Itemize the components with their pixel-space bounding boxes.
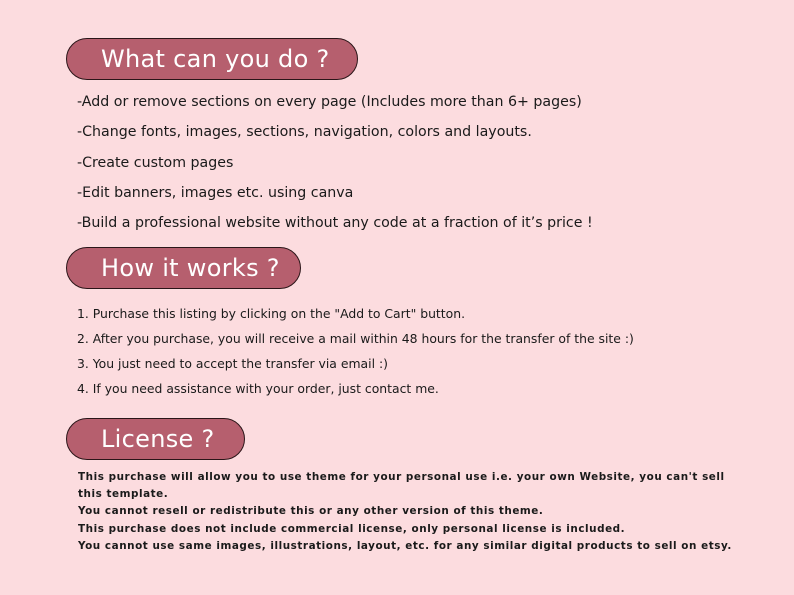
what-can-you-do-heading — [66, 38, 358, 80]
license-line: This purchase does not include commercial license, only personal license is included. — [78, 522, 626, 535]
license-heading — [66, 418, 245, 460]
license-line: This purchase will allow you to use theme for your personal use i.e. your own Website, you can't sell this template. — [78, 471, 725, 501]
how-it-works-heading-text: How it works ? — [101, 254, 280, 282]
what-can-you-do-list — [77, 91, 593, 242]
license-line: You cannot resell or redistribute this or any other version of this theme. — [78, 505, 544, 518]
list-item: -Create custom pages — [77, 154, 234, 171]
list-item: 2. After you purchase, you will receive a mail within 48 hours for the transfer of the site :) — [77, 331, 634, 346]
list-item: -Build a professional website without any code at a fraction of it’s price ! — [77, 215, 593, 232]
list-item: 1. Purchase this listing by clicking on the "Add to Cart" button. — [77, 306, 466, 321]
list-item: 3. You just need to accept the transfer via email :) — [77, 356, 388, 371]
list-item: -Edit banners, images etc. using canva — [77, 184, 354, 201]
list-item: 4. If you need assistance with your order, just contact me. — [77, 381, 439, 396]
what-can-you-do-heading-text: What can you do ? — [101, 45, 330, 73]
how-it-works-list — [77, 305, 634, 405]
list-item: -Add or remove sections on every page (Includes more than 6+ pages) — [77, 94, 582, 110]
list-item: -Change fonts, images, sections, navigation, colors and layouts. — [77, 124, 532, 141]
how-it-works-heading — [66, 247, 301, 289]
license-text — [78, 469, 738, 555]
license-heading-text: License ? — [101, 425, 215, 453]
license-line: You cannot use same images, illustrations, layout, etc. for any similar digital products to sell on etsy. — [78, 539, 732, 552]
